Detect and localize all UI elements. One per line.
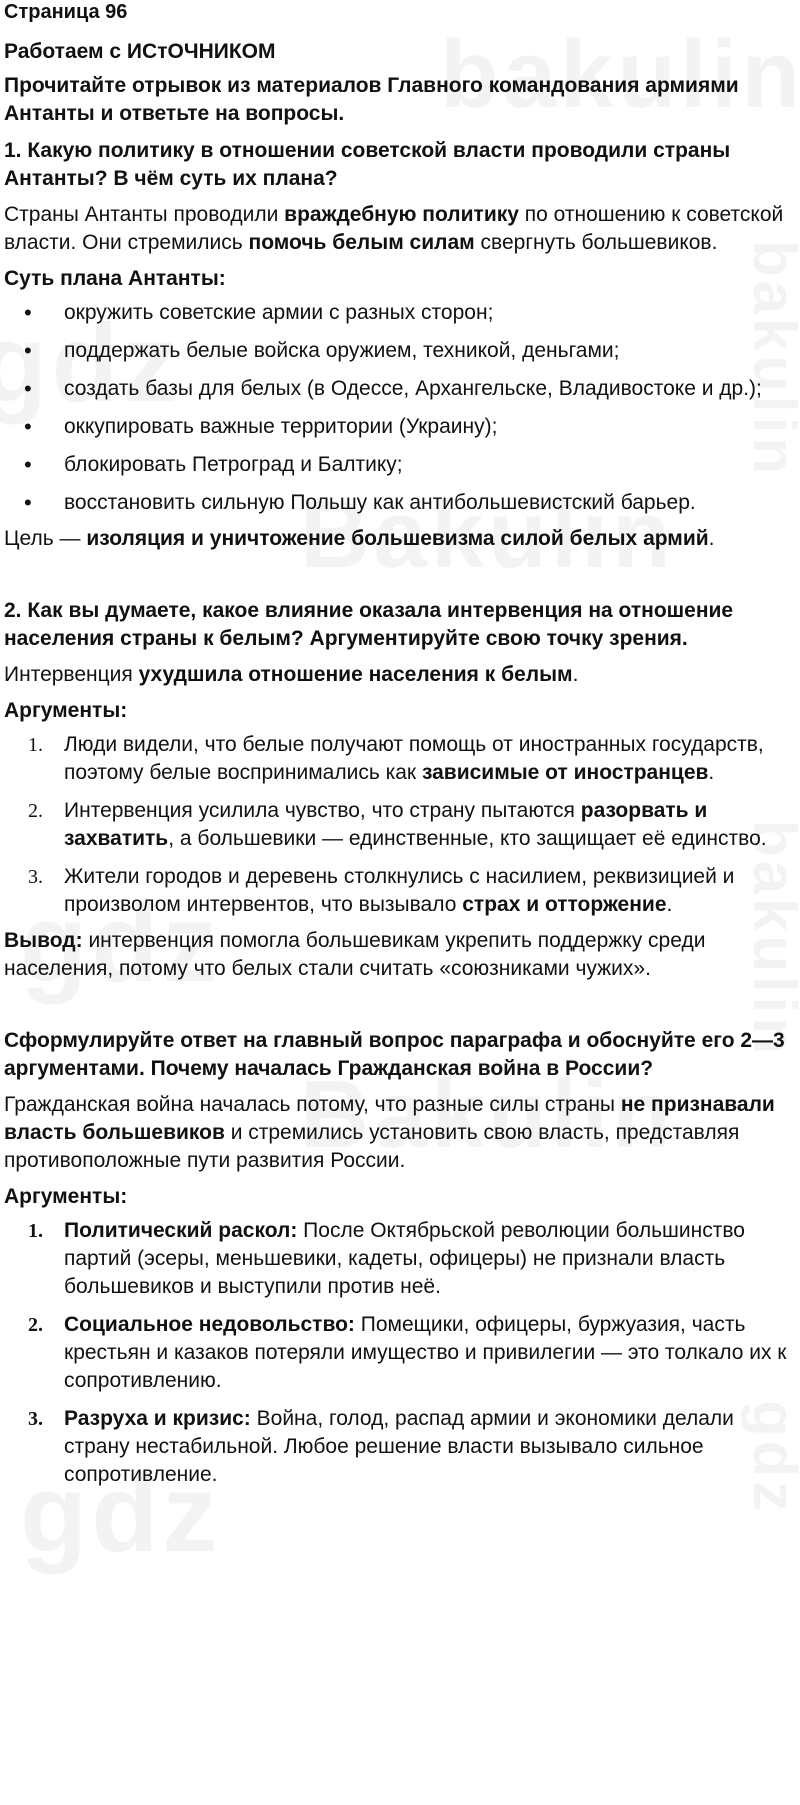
question-1: 1. Какую политику в отношении советской власти проводили страны Антанты? В чём суть их плана? bbox=[4, 139, 731, 190]
list-item: • оккупировать важные территории (Украину); bbox=[4, 413, 792, 441]
plan-heading: Суть плана Антанты: bbox=[4, 267, 226, 290]
q2-conclusion: Вывод: интервенция помогла большевикам укрепить поддержку среди населения, потому что белых стали считать «союзниками чужих». bbox=[4, 929, 706, 980]
q3-answer: Гражданская война началась потому, что разные силы страны не признавали власть большевиков и стремились установить свою власть, представляя противоположные пути развития России. bbox=[4, 1093, 775, 1172]
q3-args-list bbox=[4, 1217, 792, 1489]
list-item: • блокировать Петроград и Балтику; bbox=[4, 451, 792, 479]
question-3: Сформулируйте ответ на главный вопрос параграфа и обоснуйте его 2—3 аргументами. Почему началась Гражданская война в России? bbox=[4, 1029, 785, 1080]
intro-text: Прочитайте отрывок из материалов Главного командования армиями Антанты и ответьте на вопросы. bbox=[4, 74, 739, 125]
q1-goal: Цель — изоляция и уничтожение большевизма силой белых армий. bbox=[4, 527, 715, 550]
q2-args-heading: Аргументы: bbox=[4, 699, 128, 722]
list-item: • поддержать белые войска оружием, техникой, деньгами; bbox=[4, 337, 792, 365]
q2-answer: Интервенция ухудшила отношение населения к белым. bbox=[4, 663, 579, 686]
list-item: • восстановить сильную Польшу как антибольшевистский барьер. bbox=[4, 489, 792, 517]
list-item: • окружить советские армии с разных сторон; bbox=[4, 299, 792, 327]
list-item: 1. Люди видели, что белые получают помощь от иностранных государств, поэтому белые воспринимались как зависимые от иностранцев. bbox=[28, 733, 764, 784]
list-item: 2. Интервенция усилила чувство, что страну пытаются разорвать и захватить, а большевики — единственные, кто защищает её единство. bbox=[28, 799, 767, 850]
q2-args-list bbox=[4, 731, 792, 919]
list-item: 2. Социальное недовольство: Помещики, офицеры, буржуазия, часть крестьян и казаков потеряли имущество и привилегии — это толкало их к сопротивлению. bbox=[28, 1313, 787, 1392]
section-title: Работаем с ИСтОЧНИКОМ bbox=[4, 40, 276, 63]
list-item: 1. Политический раскол: После Октябрьской революции большинство партий (эсеры, меньшевики, кадеты, офицеры) не признали власть большевиков и выступили против неё. bbox=[28, 1219, 745, 1298]
question-2: 2. Как вы думаете, какое влияние оказала интервенция на отношение населения страны к белым? Аргументируйте свою точку зрения. bbox=[4, 599, 734, 650]
page-title: Страница 96 bbox=[4, 1, 128, 23]
list-item: • создать базы для белых (в Одессе, Архангельске, Владивостоке и др.); bbox=[4, 375, 792, 403]
list-item: 3. Жители городов и деревень столкнулись с насилием, реквизицией и произволом интервентов, что вызывало страх и отторжение. bbox=[28, 865, 735, 916]
list-item: 3. Разруха и кризис: Война, голод, распад армии и экономики делали страну нестабильной. Любое решение власти вызывало сильное сопротивление. bbox=[28, 1407, 734, 1486]
plan-list bbox=[4, 299, 792, 517]
q3-args-heading: Аргументы: bbox=[4, 1185, 128, 1208]
q1-answer: Страны Антанты проводили враждебную политику по отношению к советской власти. Они стремились помочь белым силам свергнуть большевиков. bbox=[4, 203, 784, 254]
